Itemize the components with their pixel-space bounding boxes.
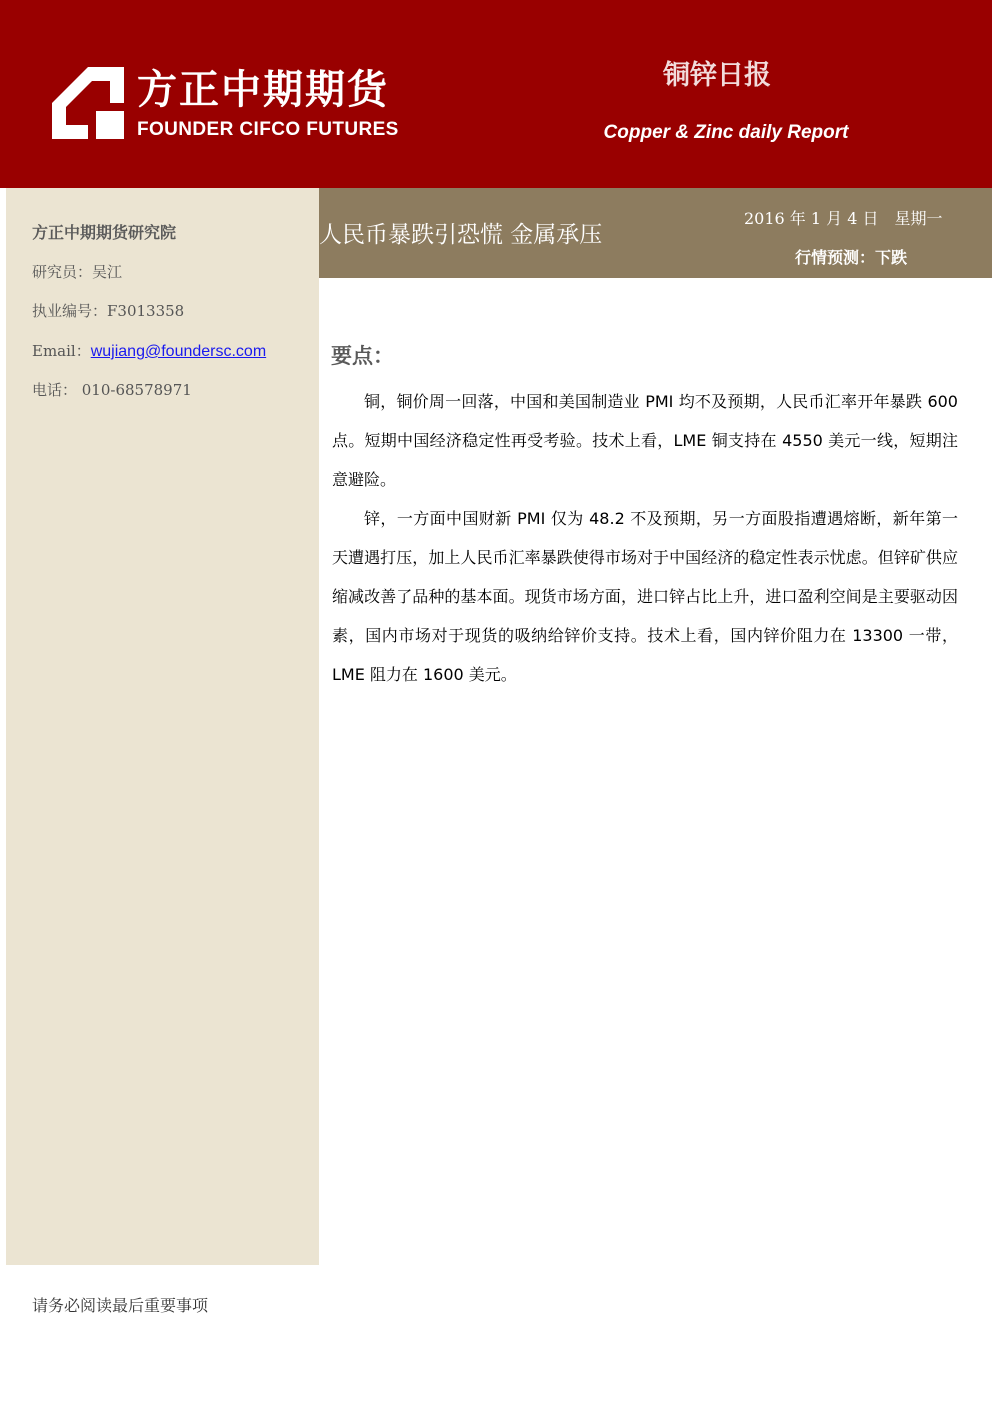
- email-line: [32, 339, 266, 364]
- report-subtitle: Copper & Zinc daily Report: [603, 122, 849, 143]
- researcher-line: 研究员：吴江: [32, 263, 123, 281]
- phone-line: 电话： 010-68578971: [32, 381, 192, 399]
- brand-name-en: FOUNDER CIFCO FUTURES: [137, 119, 399, 140]
- brand-name-cn: 方正中期期货: [137, 67, 389, 113]
- institute-name: 方正中期期货研究院: [32, 223, 177, 242]
- disclaimer: 请务必阅读最后重要事项: [32, 1296, 209, 1315]
- founder-logo-icon: [52, 67, 124, 139]
- section-heading: 要点：: [331, 344, 394, 368]
- email-label: Email：: [32, 342, 91, 360]
- headline: 人民币暴跌引恐慌 金属承压: [319, 222, 603, 248]
- email-link[interactable]: wujiang@foundersc.com: [90, 343, 267, 360]
- license-line: 执业编号：F3013358: [32, 302, 185, 320]
- report-title: 铜锌日报: [663, 60, 771, 91]
- report-date: 2016 年 1 月 4 日 星期一: [744, 209, 943, 228]
- report-header: [0, 0, 992, 188]
- market-forecast: 行情预测：下跌: [795, 248, 908, 267]
- zinc-paragraph: 锌，一方面中国财新 PMI 仅为 48.2 不及预期，另一方面股指遭遇熔断，新年第一天遭遇打压，加上人民币汇率暴跌使得市场对于中国经济的稳定性表示忧虑。但锌矿供应缩减改善了品种的基本面。现货市场方面，进口锌占比上升，进口盈利空间是主要驱动因素，国内市场对于现货的吸纳给锌价支持。技术上看，国内锌价阻力在 13300 一带，LME 阻力在 1600 美元。: [332, 509, 958, 684]
- copper-paragraph: 铜，铜价周一回落，中国和美国制造业 PMI 均不及预期，人民币汇率开年暴跌 600 点。短期中国经济稳定性再受考验。技术上看，LME 铜支持在 4550 美元一线，短期注意避险。: [332, 392, 958, 489]
